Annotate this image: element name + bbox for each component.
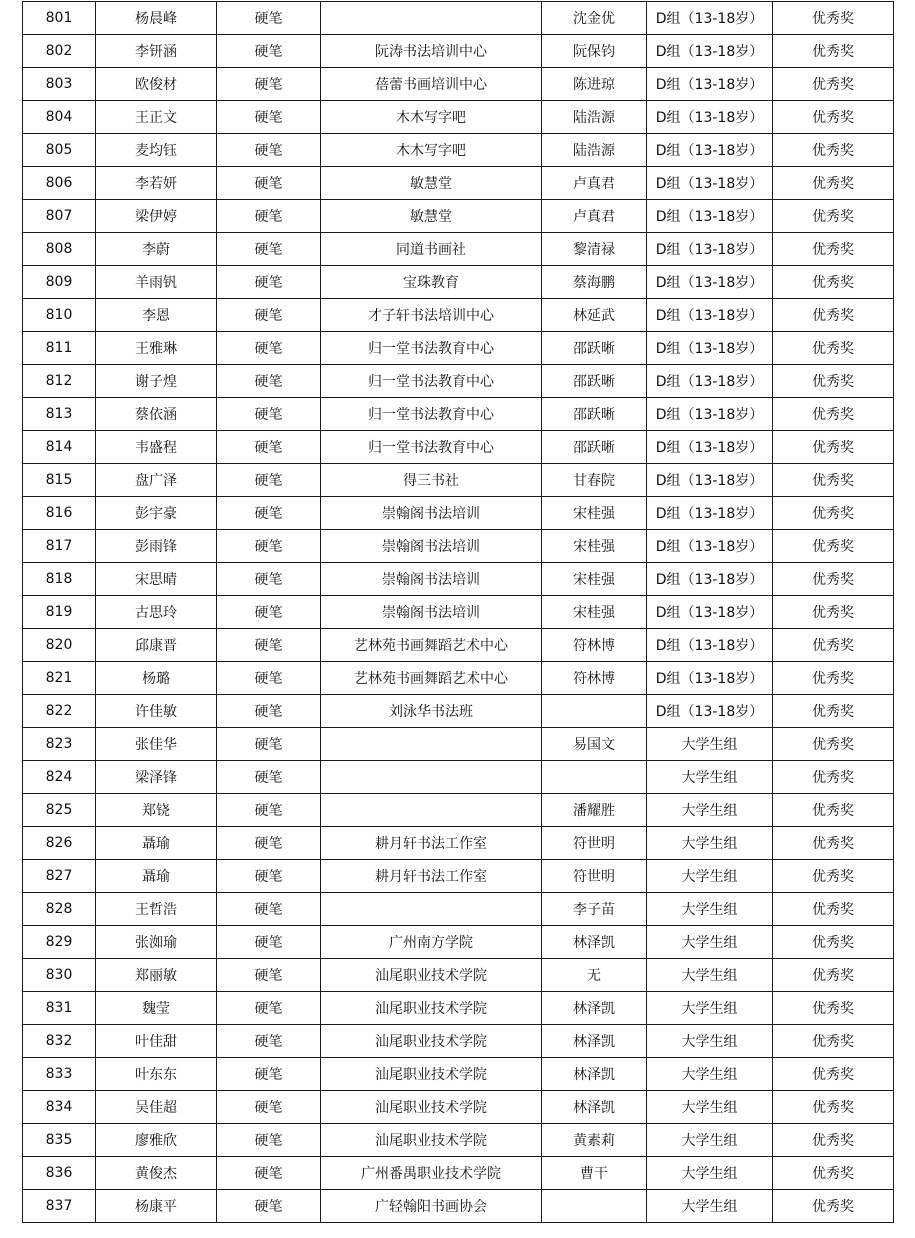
age-group-cell: D组（13-18岁） [647,398,773,431]
age-group-cell: 大学生组 [647,992,773,1025]
table-row [23,662,894,695]
entry-number-cell: 809 [23,266,96,299]
entry-number-cell: 807 [23,200,96,233]
teacher-cell: 邵跃晰 [542,365,647,398]
award-cell: 优秀奖 [773,266,894,299]
entry-number-cell: 835 [23,1124,96,1157]
award-cell: 优秀奖 [773,629,894,662]
age-group-cell: D组（13-18岁） [647,662,773,695]
age-group-cell: 大学生组 [647,860,773,893]
category-cell: 硬笔 [217,926,321,959]
organization-cell: 汕尾职业技术学院 [321,959,542,992]
age-group-cell: D组（13-18岁） [647,695,773,728]
award-cell: 优秀奖 [773,893,894,926]
participant-name-cell: 黄俊杰 [96,1157,217,1190]
category-cell: 硬笔 [217,266,321,299]
entry-number-cell: 819 [23,596,96,629]
age-group-cell: D组（13-18岁） [647,332,773,365]
teacher-cell: 黄素莉 [542,1124,647,1157]
entry-number-cell: 827 [23,860,96,893]
table-row [23,431,894,464]
category-cell: 硬笔 [217,233,321,266]
participant-name-cell: 郑丽敏 [96,959,217,992]
award-cell: 优秀奖 [773,68,894,101]
participant-name-cell: 叶佳甜 [96,1025,217,1058]
age-group-cell: 大学生组 [647,893,773,926]
organization-cell: 崇翰阁书法培训 [321,563,542,596]
award-cell: 优秀奖 [773,530,894,563]
organization-cell: 同道书画社 [321,233,542,266]
age-group-cell: D组（13-18岁） [647,134,773,167]
award-cell: 优秀奖 [773,497,894,530]
age-group-cell: 大学生组 [647,1157,773,1190]
category-cell: 硬笔 [217,1091,321,1124]
entry-number-cell: 825 [23,794,96,827]
organization-cell: 艺林苑书画舞蹈艺术中心 [321,662,542,695]
organization-cell: 崇翰阁书法培训 [321,530,542,563]
teacher-cell: 林泽凯 [542,1091,647,1124]
participant-name-cell: 魏莹 [96,992,217,1025]
award-cell: 优秀奖 [773,332,894,365]
organization-cell: 汕尾职业技术学院 [321,1124,542,1157]
teacher-cell [542,1190,647,1223]
participant-name-cell: 聶瑜 [96,860,217,893]
organization-cell [321,794,542,827]
organization-cell: 崇翰阁书法培训 [321,596,542,629]
teacher-cell: 李子苗 [542,893,647,926]
category-cell: 硬笔 [217,860,321,893]
organization-cell [321,893,542,926]
participant-name-cell: 古思玲 [96,596,217,629]
entry-number-cell: 816 [23,497,96,530]
teacher-cell: 林泽凯 [542,1025,647,1058]
age-group-cell: D组（13-18岁） [647,200,773,233]
organization-cell: 得三书社 [321,464,542,497]
teacher-cell: 邵跃晰 [542,332,647,365]
award-cell: 优秀奖 [773,926,894,959]
table-row [23,827,894,860]
organization-cell: 敏慧堂 [321,200,542,233]
award-cell: 优秀奖 [773,827,894,860]
category-cell: 硬笔 [217,1190,321,1223]
participant-name-cell: 梁泽锋 [96,761,217,794]
entry-number-cell: 811 [23,332,96,365]
age-group-cell: 大学生组 [647,1124,773,1157]
table-row [23,464,894,497]
table-row [23,794,894,827]
organization-cell: 归一堂书法教育中心 [321,398,542,431]
participant-name-cell: 李钘涵 [96,35,217,68]
teacher-cell [542,695,647,728]
entry-number-cell: 813 [23,398,96,431]
entry-number-cell: 808 [23,233,96,266]
award-cell: 优秀奖 [773,662,894,695]
age-group-cell: D组（13-18岁） [647,167,773,200]
entry-number-cell: 804 [23,101,96,134]
table-row [23,629,894,662]
participant-name-cell: 杨康平 [96,1190,217,1223]
organization-cell: 刘泳华书法班 [321,695,542,728]
participant-name-cell: 张洳瑜 [96,926,217,959]
entry-number-cell: 818 [23,563,96,596]
teacher-cell: 林泽凯 [542,926,647,959]
teacher-cell: 卢真君 [542,200,647,233]
category-cell: 硬笔 [217,200,321,233]
age-group-cell: 大学生组 [647,1058,773,1091]
teacher-cell: 宋桂强 [542,530,647,563]
teacher-cell: 符林博 [542,629,647,662]
award-cell: 优秀奖 [773,1058,894,1091]
category-cell: 硬笔 [217,893,321,926]
age-group-cell: 大学生组 [647,1190,773,1223]
table-row [23,1058,894,1091]
table-row [23,1157,894,1190]
table-row [23,35,894,68]
organization-cell: 才子轩书法培训中心 [321,299,542,332]
participant-name-cell: 欧俊材 [96,68,217,101]
award-cell: 优秀奖 [773,860,894,893]
entry-number-cell: 806 [23,167,96,200]
organization-cell: 归一堂书法教育中心 [321,332,542,365]
organization-cell: 广轻翰阳书画协会 [321,1190,542,1223]
entry-number-cell: 820 [23,629,96,662]
table-row [23,728,894,761]
entry-number-cell: 803 [23,68,96,101]
entry-number-cell: 833 [23,1058,96,1091]
entry-number-cell: 822 [23,695,96,728]
participant-name-cell: 羊雨钒 [96,266,217,299]
teacher-cell: 符世明 [542,827,647,860]
award-cell: 优秀奖 [773,299,894,332]
entry-number-cell: 815 [23,464,96,497]
entry-number-cell: 817 [23,530,96,563]
category-cell: 硬笔 [217,530,321,563]
age-group-cell: D组（13-18岁） [647,266,773,299]
category-cell: 硬笔 [217,464,321,497]
teacher-cell: 曹干 [542,1157,647,1190]
entry-number-cell: 837 [23,1190,96,1223]
category-cell: 硬笔 [217,2,321,35]
award-cell: 优秀奖 [773,695,894,728]
organization-cell [321,728,542,761]
category-cell: 硬笔 [217,431,321,464]
teacher-cell: 宋桂强 [542,596,647,629]
category-cell: 硬笔 [217,1025,321,1058]
entry-number-cell: 814 [23,431,96,464]
category-cell: 硬笔 [217,1157,321,1190]
award-cell: 优秀奖 [773,167,894,200]
table-row [23,761,894,794]
participant-name-cell: 盘广泽 [96,464,217,497]
entry-number-cell: 831 [23,992,96,1025]
entry-number-cell: 830 [23,959,96,992]
participant-name-cell: 李恩 [96,299,217,332]
category-cell: 硬笔 [217,68,321,101]
organization-cell: 木木写字吧 [321,134,542,167]
table-row [23,299,894,332]
category-cell: 硬笔 [217,959,321,992]
award-cell: 优秀奖 [773,200,894,233]
award-cell: 优秀奖 [773,794,894,827]
entry-number-cell: 802 [23,35,96,68]
participant-name-cell: 王雅琳 [96,332,217,365]
category-cell: 硬笔 [217,596,321,629]
organization-cell: 汕尾职业技术学院 [321,992,542,1025]
participant-name-cell: 梁伊婷 [96,200,217,233]
teacher-cell: 符林博 [542,662,647,695]
award-cell: 优秀奖 [773,365,894,398]
teacher-cell: 沈金优 [542,2,647,35]
table-row [23,332,894,365]
category-cell: 硬笔 [217,728,321,761]
award-cell: 优秀奖 [773,1025,894,1058]
participant-name-cell: 李蔚 [96,233,217,266]
entry-number-cell: 824 [23,761,96,794]
table-row [23,992,894,1025]
teacher-cell: 陈进琼 [542,68,647,101]
organization-cell: 汕尾职业技术学院 [321,1091,542,1124]
category-cell: 硬笔 [217,35,321,68]
participant-name-cell: 邱康晋 [96,629,217,662]
age-group-cell: D组（13-18岁） [647,497,773,530]
organization-cell: 归一堂书法教育中心 [321,431,542,464]
organization-cell [321,761,542,794]
award-cell: 优秀奖 [773,2,894,35]
participant-name-cell: 叶东东 [96,1058,217,1091]
organization-cell: 宝珠教育 [321,266,542,299]
entry-number-cell: 812 [23,365,96,398]
table-row [23,959,894,992]
participant-name-cell: 张佳华 [96,728,217,761]
table-row [23,2,894,35]
organization-cell: 木木写字吧 [321,101,542,134]
entry-number-cell: 832 [23,1025,96,1058]
award-table-body [23,2,894,1223]
participant-name-cell: 王正文 [96,101,217,134]
teacher-cell: 符世明 [542,860,647,893]
teacher-cell: 蔡海鹏 [542,266,647,299]
table-row [23,893,894,926]
category-cell: 硬笔 [217,101,321,134]
age-group-cell: 大学生组 [647,728,773,761]
category-cell: 硬笔 [217,761,321,794]
teacher-cell: 卢真君 [542,167,647,200]
participant-name-cell: 蔡依涵 [96,398,217,431]
teacher-cell: 林延武 [542,299,647,332]
organization-cell: 崇翰阁书法培训 [321,497,542,530]
category-cell: 硬笔 [217,827,321,860]
organization-cell: 归一堂书法教育中心 [321,365,542,398]
participant-name-cell: 郑铙 [96,794,217,827]
teacher-cell: 甘春院 [542,464,647,497]
award-cell: 优秀奖 [773,101,894,134]
participant-name-cell: 廖雅欣 [96,1124,217,1157]
table-row [23,134,894,167]
participant-name-cell: 韦盛程 [96,431,217,464]
organization-cell: 阮涛书法培训中心 [321,35,542,68]
table-row [23,68,894,101]
table-row [23,266,894,299]
award-cell: 优秀奖 [773,134,894,167]
category-cell: 硬笔 [217,629,321,662]
teacher-cell: 潘耀胜 [542,794,647,827]
organization-cell: 汕尾职业技术学院 [321,1025,542,1058]
award-cell: 优秀奖 [773,959,894,992]
age-group-cell: 大学生组 [647,1091,773,1124]
table-row [23,365,894,398]
table-row [23,167,894,200]
award-cell: 优秀奖 [773,563,894,596]
entry-number-cell: 821 [23,662,96,695]
category-cell: 硬笔 [217,365,321,398]
table-row [23,1025,894,1058]
table-row [23,1124,894,1157]
teacher-cell: 邵跃晰 [542,431,647,464]
organization-cell: 广州番禺职业技术学院 [321,1157,542,1190]
category-cell: 硬笔 [217,332,321,365]
participant-name-cell: 谢子煌 [96,365,217,398]
organization-cell: 耕月轩书法工作室 [321,860,542,893]
age-group-cell: 大学生组 [647,959,773,992]
category-cell: 硬笔 [217,134,321,167]
entry-number-cell: 805 [23,134,96,167]
teacher-cell: 邵跃晰 [542,398,647,431]
award-cell: 优秀奖 [773,1124,894,1157]
table-row [23,563,894,596]
age-group-cell: D组（13-18岁） [647,530,773,563]
entry-number-cell: 828 [23,893,96,926]
age-group-cell: 大学生组 [647,827,773,860]
table-row [23,101,894,134]
age-group-cell: 大学生组 [647,1025,773,1058]
award-cell: 优秀奖 [773,1091,894,1124]
participant-name-cell: 许佳敏 [96,695,217,728]
table-row [23,530,894,563]
category-cell: 硬笔 [217,563,321,596]
award-cell: 优秀奖 [773,398,894,431]
award-cell: 优秀奖 [773,35,894,68]
table-row [23,596,894,629]
participant-name-cell: 杨晨峰 [96,2,217,35]
age-group-cell: D组（13-18岁） [647,68,773,101]
award-cell: 优秀奖 [773,728,894,761]
teacher-cell: 宋桂强 [542,497,647,530]
award-list-sheet [22,1,893,1223]
organization-cell [321,2,542,35]
teacher-cell: 陆浩源 [542,101,647,134]
award-cell: 优秀奖 [773,761,894,794]
participant-name-cell: 杨璐 [96,662,217,695]
age-group-cell: D组（13-18岁） [647,431,773,464]
teacher-cell: 宋桂强 [542,563,647,596]
participant-name-cell: 彭宇豪 [96,497,217,530]
age-group-cell: D组（13-18岁） [647,365,773,398]
teacher-cell: 易国文 [542,728,647,761]
category-cell: 硬笔 [217,167,321,200]
award-cell: 优秀奖 [773,992,894,1025]
entry-number-cell: 834 [23,1091,96,1124]
entry-number-cell: 823 [23,728,96,761]
participant-name-cell: 聶瑜 [96,827,217,860]
age-group-cell: D组（13-18岁） [647,629,773,662]
table-row [23,1091,894,1124]
age-group-cell: D组（13-18岁） [647,299,773,332]
teacher-cell: 林泽凯 [542,992,647,1025]
award-cell: 优秀奖 [773,1157,894,1190]
table-row [23,200,894,233]
category-cell: 硬笔 [217,497,321,530]
teacher-cell [542,761,647,794]
category-cell: 硬笔 [217,1058,321,1091]
entry-number-cell: 826 [23,827,96,860]
table-row [23,398,894,431]
award-cell: 优秀奖 [773,431,894,464]
participant-name-cell: 李若妍 [96,167,217,200]
category-cell: 硬笔 [217,299,321,332]
organization-cell: 广州南方学院 [321,926,542,959]
table-row [23,1190,894,1223]
award-cell: 优秀奖 [773,1190,894,1223]
age-group-cell: D组（13-18岁） [647,563,773,596]
category-cell: 硬笔 [217,992,321,1025]
award-cell: 优秀奖 [773,464,894,497]
age-group-cell: D组（13-18岁） [647,233,773,266]
organization-cell: 蓓蕾书画培训中心 [321,68,542,101]
age-group-cell: D组（13-18岁） [647,101,773,134]
award-cell: 优秀奖 [773,596,894,629]
teacher-cell: 无 [542,959,647,992]
organization-cell: 艺林苑书画舞蹈艺术中心 [321,629,542,662]
teacher-cell: 阮保钧 [542,35,647,68]
entry-number-cell: 829 [23,926,96,959]
category-cell: 硬笔 [217,1124,321,1157]
age-group-cell: D组（13-18岁） [647,464,773,497]
table-row [23,860,894,893]
category-cell: 硬笔 [217,794,321,827]
table-row [23,497,894,530]
award-cell: 优秀奖 [773,233,894,266]
table-row [23,233,894,266]
organization-cell: 汕尾职业技术学院 [321,1058,542,1091]
age-group-cell: 大学生组 [647,926,773,959]
participant-name-cell: 彭雨锋 [96,530,217,563]
age-group-cell: D组（13-18岁） [647,2,773,35]
age-group-cell: D组（13-18岁） [647,596,773,629]
age-group-cell: 大学生组 [647,761,773,794]
participant-name-cell: 宋思晴 [96,563,217,596]
age-group-cell: 大学生组 [647,794,773,827]
organization-cell: 耕月轩书法工作室 [321,827,542,860]
award-table [22,1,894,1223]
organization-cell: 敏慧堂 [321,167,542,200]
entry-number-cell: 836 [23,1157,96,1190]
age-group-cell: D组（13-18岁） [647,35,773,68]
teacher-cell: 黎清禄 [542,233,647,266]
teacher-cell: 林泽凯 [542,1058,647,1091]
participant-name-cell: 麦均钰 [96,134,217,167]
category-cell: 硬笔 [217,662,321,695]
entry-number-cell: 801 [23,2,96,35]
category-cell: 硬笔 [217,695,321,728]
participant-name-cell: 吴佳超 [96,1091,217,1124]
table-row [23,926,894,959]
entry-number-cell: 810 [23,299,96,332]
teacher-cell: 陆浩源 [542,134,647,167]
table-row [23,695,894,728]
participant-name-cell: 王哲浩 [96,893,217,926]
category-cell: 硬笔 [217,398,321,431]
